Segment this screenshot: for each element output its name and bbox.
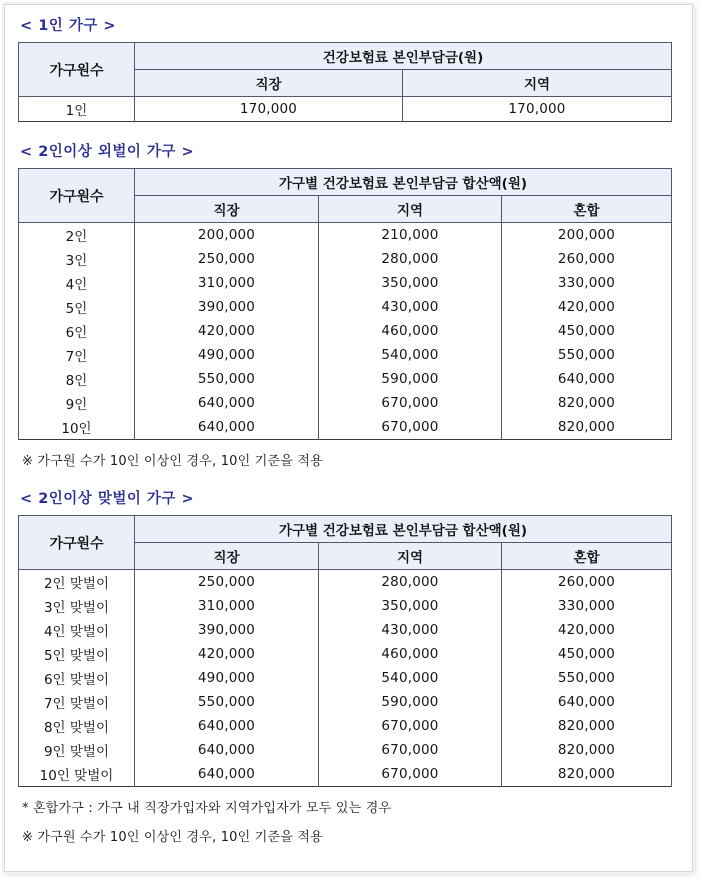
cell-member-label: 9인 맞벌이 — [19, 738, 135, 762]
cell-member-label: 7인 — [19, 343, 135, 367]
header-group-premium: 가구별 건강보험료 본인부담금 합산액(원) — [135, 169, 672, 196]
spacer — [18, 122, 678, 140]
cell-member-label: 4인 — [19, 271, 135, 295]
table-dual-income-household — [18, 515, 672, 787]
table-header-row-group — [19, 169, 672, 196]
cell-region: 460,000 — [319, 642, 502, 666]
cell-mixed: 450,000 — [502, 319, 672, 343]
cell-mixed: 640,000 — [502, 690, 672, 714]
table-row — [19, 570, 672, 595]
header-group-premium: 가구별 건강보험료 본인부담금 합산액(원) — [135, 516, 672, 543]
section-title-single-household: < 1인 가구 > — [20, 18, 117, 34]
table-row — [19, 714, 672, 738]
cell-mixed: 820,000 — [502, 415, 672, 440]
table-row — [19, 271, 672, 295]
cell-region: 280,000 — [319, 570, 502, 595]
cell-member-label: 6인 — [19, 319, 135, 343]
table-body — [19, 97, 672, 122]
section-single-household — [18, 14, 678, 122]
table-body — [19, 570, 672, 787]
table-row — [19, 295, 672, 319]
table-row — [19, 666, 672, 690]
cell-region: 210,000 — [319, 223, 502, 248]
cell-member-label: 5인 — [19, 295, 135, 319]
cell-workplace: 640,000 — [135, 762, 319, 787]
table-row — [19, 762, 672, 787]
cell-member-label: 1인 — [19, 97, 135, 122]
note-text-ten-or-more: ※ 가구원 수가 10인 이상인 경우, 10인 기준을 적용 — [22, 830, 323, 845]
cell-mixed: 820,000 — [502, 738, 672, 762]
table-row — [19, 97, 672, 122]
cell-mixed: 550,000 — [502, 343, 672, 367]
table-row — [19, 319, 672, 343]
cell-workplace: 550,000 — [135, 367, 319, 391]
cell-mixed: 550,000 — [502, 666, 672, 690]
header-member-count: 가구원수 — [19, 516, 135, 570]
cell-workplace: 640,000 — [135, 391, 319, 415]
cell-member-label: 8인 맞벌이 — [19, 714, 135, 738]
header-sub-mixed: 혼합 — [502, 543, 672, 570]
cell-workplace: 250,000 — [135, 570, 319, 595]
cell-member-label: 3인 맞벌이 — [19, 594, 135, 618]
cell-mixed: 330,000 — [502, 271, 672, 295]
table-row — [19, 738, 672, 762]
cell-workplace: 310,000 — [135, 594, 319, 618]
cell-mixed: 200,000 — [502, 223, 672, 248]
cell-region: 350,000 — [319, 271, 502, 295]
cell-workplace: 390,000 — [135, 618, 319, 642]
table-row — [19, 642, 672, 666]
cell-member-label: 9인 — [19, 391, 135, 415]
header-sub-region: 지역 — [319, 543, 502, 570]
table-row — [19, 343, 672, 367]
cell-workplace: 420,000 — [135, 319, 319, 343]
cell-workplace: 390,000 — [135, 295, 319, 319]
table-single-income-household — [18, 168, 672, 440]
cell-member-label: 3인 — [19, 247, 135, 271]
cell-region: 540,000 — [319, 343, 502, 367]
cell-workplace: 550,000 — [135, 690, 319, 714]
header-sub-workplace: 직장 — [135, 543, 319, 570]
cell-mixed: 820,000 — [502, 714, 672, 738]
cell-member-label: 4인 맞벌이 — [19, 618, 135, 642]
header-member-count: 가구원수 — [19, 169, 135, 223]
cell-mixed: 260,000 — [502, 570, 672, 595]
cell-mixed: 420,000 — [502, 618, 672, 642]
header-sub-workplace: 직장 — [135, 196, 319, 223]
cell-region: 430,000 — [319, 618, 502, 642]
table-row — [19, 690, 672, 714]
table-body — [19, 223, 672, 440]
table-head — [19, 169, 672, 223]
cell-region: 590,000 — [319, 690, 502, 714]
note-text: ※ 가구원 수가 10인 이상인 경우, 10인 기준을 적용 — [22, 454, 323, 469]
table-row — [19, 618, 672, 642]
cell-member-label: 6인 맞벌이 — [19, 666, 135, 690]
table-wrap-dual-income-household — [18, 515, 678, 787]
header-sub-workplace: 직장 — [135, 70, 403, 97]
cell-region: 670,000 — [319, 391, 502, 415]
note-text-mixed-definition: * 혼합가구 : 가구 내 직장가입자와 지역가입자가 모두 있는 경우 — [22, 801, 392, 816]
header-sub-region: 지역 — [403, 70, 672, 97]
table-header-row-group — [19, 516, 672, 543]
cell-region: 540,000 — [319, 666, 502, 690]
cell-mixed: 260,000 — [502, 247, 672, 271]
cell-member-label: 2인 — [19, 223, 135, 248]
table-row — [19, 367, 672, 391]
cell-mixed: 420,000 — [502, 295, 672, 319]
cell-region: 670,000 — [319, 714, 502, 738]
document-page — [4, 4, 693, 872]
cell-member-label: 5인 맞벌이 — [19, 642, 135, 666]
cell-workplace: 310,000 — [135, 271, 319, 295]
cell-region: 460,000 — [319, 319, 502, 343]
header-group-premium: 건강보험료 본인부담금(원) — [135, 43, 672, 70]
section-title-dual-income-household: < 2인이상 맞벌이 가구 > — [20, 491, 195, 507]
cell-workplace: 490,000 — [135, 666, 319, 690]
cell-member-label: 7인 맞벌이 — [19, 690, 135, 714]
cell-region: 280,000 — [319, 247, 502, 271]
cell-workplace: 420,000 — [135, 642, 319, 666]
table-row — [19, 594, 672, 618]
table-row — [19, 415, 672, 440]
cell-member-label: 8인 — [19, 367, 135, 391]
cell-mixed: 820,000 — [502, 762, 672, 787]
cell-region: 590,000 — [319, 367, 502, 391]
cell-mixed: 450,000 — [502, 642, 672, 666]
table-row — [19, 247, 672, 271]
cell-region: 670,000 — [319, 415, 502, 440]
cell-member-label: 10인 — [19, 415, 135, 440]
cell-region: 670,000 — [319, 762, 502, 787]
table-header-row-group — [19, 43, 672, 70]
cell-region: 170,000 — [403, 97, 672, 122]
table-wrap-single-income-household — [18, 168, 678, 440]
cell-workplace: 640,000 — [135, 714, 319, 738]
header-member-count: 가구원수 — [19, 43, 135, 97]
spacer — [18, 469, 678, 487]
cell-member-label: 2인 맞벌이 — [19, 570, 135, 595]
cell-region: 430,000 — [319, 295, 502, 319]
cell-workplace: 200,000 — [135, 223, 319, 248]
cell-member-label: 10인 맞벌이 — [19, 762, 135, 787]
cell-region: 670,000 — [319, 738, 502, 762]
cell-mixed: 820,000 — [502, 391, 672, 415]
section-dual-income-household — [18, 487, 678, 845]
cell-workplace: 250,000 — [135, 247, 319, 271]
cell-workplace: 640,000 — [135, 738, 319, 762]
cell-mixed: 640,000 — [502, 367, 672, 391]
table-head — [19, 516, 672, 570]
cell-mixed: 330,000 — [502, 594, 672, 618]
document-content — [18, 14, 678, 845]
table-head — [19, 43, 672, 97]
cell-workplace: 490,000 — [135, 343, 319, 367]
header-sub-mixed: 혼합 — [502, 196, 672, 223]
table-row — [19, 391, 672, 415]
section-single-income-household — [18, 140, 678, 469]
section-title-single-income-household: < 2인이상 외벌이 가구 > — [20, 144, 195, 160]
table-wrap-single-household — [18, 42, 678, 122]
cell-workplace: 170,000 — [135, 97, 403, 122]
table-single-household — [18, 42, 672, 122]
cell-workplace: 640,000 — [135, 415, 319, 440]
cell-region: 350,000 — [319, 594, 502, 618]
table-row — [19, 223, 672, 248]
header-sub-region: 지역 — [319, 196, 502, 223]
